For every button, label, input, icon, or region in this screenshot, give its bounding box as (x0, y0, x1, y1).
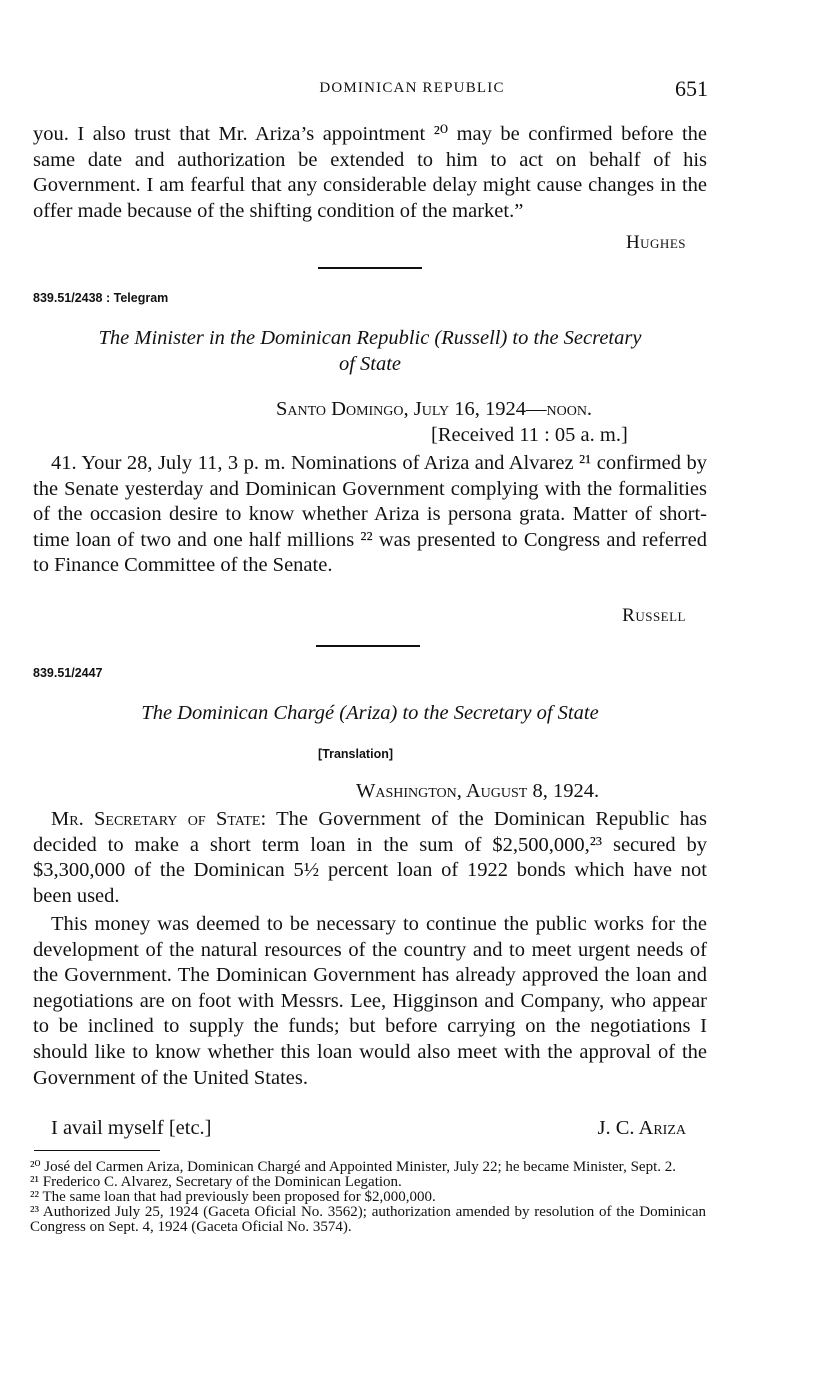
page-number: 651 (675, 76, 708, 101)
heading-line-1: The Minister in the Dominican Republic (Russell) to the Secretary (98, 327, 642, 349)
letter-paragraph-1 (33, 807, 707, 909)
signature-ariza: J. C. Ariza (597, 1117, 686, 1139)
page-header (0, 76, 824, 106)
document-heading: The Dominican Chargé (Ariza) to the Secretary of State (141, 702, 599, 724)
salutation: Mr. Secretary of State: (51, 808, 267, 830)
signature-hughes: Hughes (625, 232, 686, 253)
footnote-20: ²⁰ José del Carmen Ariza, Dominican Chargé and Appointed Minister, July 22; he became Minister, Sept. 2. (30, 1159, 676, 1175)
heading-line-2: of State (338, 353, 402, 375)
footnote-divider (34, 1150, 160, 1151)
closing: I avail myself [etc.] (51, 1117, 212, 1139)
paragraph-1-text: The Government of the Dominican Republic has decided to make a short term loan in the sum of $2,500,000,²³ secured by $3,300,000 of the Dominican 5½ percent loan of 1922 bonds which have not been used. (33, 808, 707, 907)
footnotes (30, 1160, 706, 1235)
file-number: 839.51/2438 : Telegram (33, 291, 169, 305)
intro-paragraph: you. I also trust that Mr. Ariza’s appointment ²⁰ may be confirmed before the same date and authorization be extended to him to act on behalf of his Government. I am fearful that any considerable delay might cause changes in the offer made because of the shifting condition of the market.” (33, 123, 707, 222)
footnote-21: ²¹ Frederico C. Alvarez, Secretary of the Dominican Legation. (30, 1174, 402, 1190)
dateline: Washington, August 8, 1924. (356, 780, 600, 802)
section-divider (318, 267, 422, 269)
running-head: DOMINICAN REPUBLIC (319, 80, 505, 96)
section-divider (316, 645, 420, 647)
telegram-body: 41. Your 28, July 11, 3 p. m. Nominations of Ariza and Alvarez ²¹ confirmed by the Senate yesterday and Dominican Government complying with the formalities of the occasion desire to know whether Ariza is persona grata. Matter of short-time loan of two and one half millions ²² was presented to Congress and referred to Finance Committee of the Senate. (33, 452, 707, 577)
document-heading (30, 325, 710, 377)
footnote-22: ²² The same loan that had previously been proposed for $2,000,000. (30, 1189, 436, 1205)
letter-paragraph-2: This money was deemed to be necessary to continue the public works for the development of the natural resources of the country and to meet urgent needs of the Government. The Dominican Government has already approved the loan and negotiations are on foot with Messrs. Lee, Higginson and Company, who appear to be inclined to supply the funds; but before carrying on the negotiations I should like to know whether this loan would also meet with the approval of the Government of the United States. (33, 913, 707, 1089)
dateline: Santo Domingo, July 16, 1924—noon. (276, 398, 593, 420)
file-number: 839.51/2447 (33, 666, 103, 680)
translation-note: [Translation] (318, 747, 394, 761)
received-time: [Received 11 : 05 a. m.] (431, 424, 628, 446)
signature-russell: Russell (622, 605, 686, 626)
footnote-23: ²³ Authorized July 25, 1924 (Gaceta Oficial No. 3562); authorization amended by resolution of the Dominican Congress on Sept. 4, 1924 (Gaceta Oficial No. 3574). (30, 1204, 706, 1235)
